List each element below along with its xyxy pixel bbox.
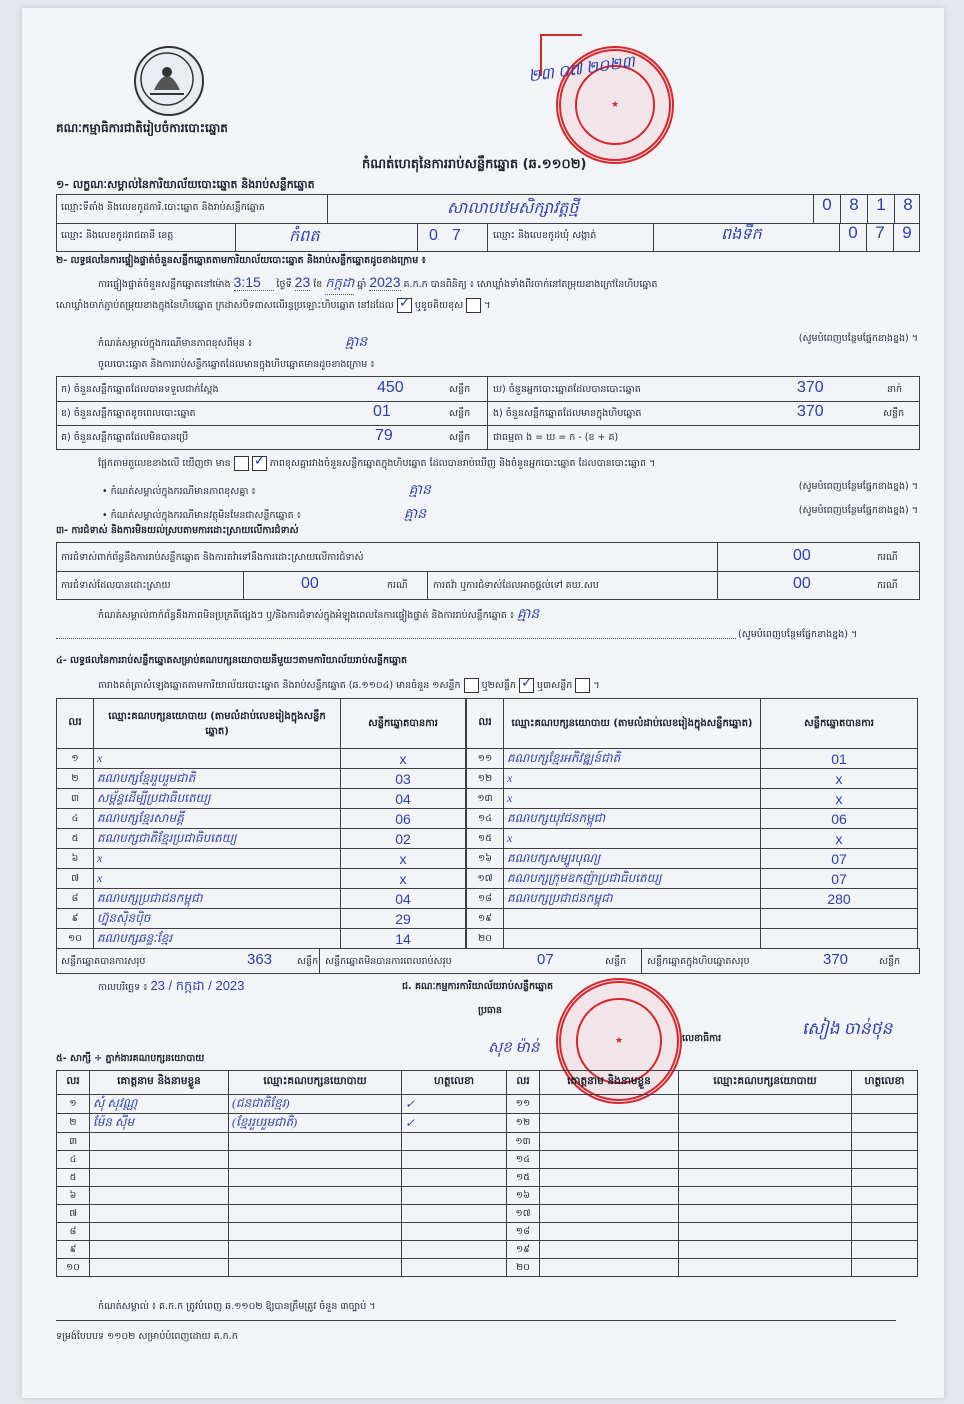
office-code-digit: 8 (894, 195, 921, 223)
witness-row-number: ១៦ (516, 1189, 530, 1201)
count-row-label: ខ) ចំនួនសន្លឹកឆ្នោតខូចពេលបោះឆ្នោត (61, 408, 196, 419)
witness-row-number: ១៧ (515, 1207, 531, 1219)
witness-row-number: ៥ (69, 1171, 77, 1183)
office-code-digit: 8 (840, 195, 867, 223)
witness-name: សុំ សុវណ្ណ (93, 1096, 138, 1110)
witness-row (57, 1169, 918, 1187)
count-row-label: ង) ចំនួនសន្លឹកឆ្នោតដែលមានក្នុងហិបឆ្នោត (493, 408, 642, 419)
witness-col-name: គោត្តនាម និងនាមខ្លួន (90, 1071, 229, 1095)
result-party-name: x (97, 751, 103, 765)
result-party-name: គណបក្សក្រុមឧកញ៉ាប្រជាធិបតេយ្យ (507, 870, 662, 885)
result-vote-count: 06 (831, 810, 847, 827)
result-row (467, 829, 918, 849)
secretary-label: លេខាធិការ (682, 1033, 722, 1044)
witness-party (679, 1169, 852, 1187)
result-vote-count: 04 (395, 790, 411, 807)
result-party-name: គណបក្សខ្មែរអភិវឌ្ឍន៍ជាតិ (507, 750, 621, 765)
total-invalid-value: 07 (537, 951, 554, 968)
result-row (57, 769, 466, 789)
result-row (467, 929, 918, 949)
commune-code (839, 223, 920, 251)
result-vote-count: 02 (395, 830, 411, 847)
complaint-row2b-value: 00 (793, 575, 811, 592)
col-party-header: ឈ្មោះគណបក្សនយោបាយ (តាមលំដាប់លេខរៀងក្នុងសន្លឹកឆ្នោត) (94, 699, 341, 749)
witness-signature (852, 1169, 918, 1187)
witness-signature (852, 1223, 918, 1241)
witness-row (57, 1205, 918, 1223)
witness-party (679, 1223, 852, 1241)
witness-row (57, 1187, 918, 1205)
result-row (467, 869, 918, 889)
result-row (467, 769, 918, 789)
witness-signature (852, 1133, 918, 1151)
result-row (57, 869, 466, 889)
witness-row-number: ៩ (69, 1243, 77, 1255)
total-box-label: សន្លឹកឆ្នោតក្នុងហិបឆ្នោតសរុប (647, 956, 750, 967)
witness-name (540, 1114, 679, 1133)
office-code-digit: 0 (813, 195, 840, 223)
result-row (467, 909, 918, 929)
witness-signature: ✓ (405, 1096, 416, 1111)
witness-signature (852, 1114, 918, 1133)
witness-name: ម៉ែន ស៊ីម (93, 1115, 135, 1129)
witness-party (679, 1259, 852, 1277)
result-row-number: ៨ (71, 892, 79, 904)
result-vote-count: 01 (831, 750, 847, 767)
complaint-row1-label: ការជំទាស់ពាក់ព័ន្ធនឹងការរាប់សន្លឹកឆ្នោត និងការតវ៉ាទៅនឹងការដោះស្រាយលើការជំទាស់ (61, 552, 364, 563)
irregularity-fill-hint: (សូមបំពេញបន្ថែមផ្នែកខាងខ្នង) ។ (738, 629, 858, 640)
witness-signature: ✓ (405, 1115, 416, 1130)
result-row (57, 749, 466, 769)
witness-signature (852, 1151, 918, 1169)
bullet2-value: គ្មាន (403, 507, 427, 522)
witness-name (540, 1151, 679, 1169)
witness-row-number: ៦ (69, 1189, 77, 1201)
result-vote-count: 14 (395, 930, 411, 947)
section1-box (56, 194, 920, 252)
result-row (57, 909, 466, 929)
footer-note: កំណត់សម្គាល់ ៖ គ.ក.ក ត្រូវបំពេញ ឆ.១១០២ ឱ្យបានត្រឹមត្រូវ ចំនួន ៣ច្បាប់ ។ (98, 1301, 376, 1312)
witness-row (57, 1133, 918, 1151)
witness-name (540, 1205, 679, 1223)
result-row (57, 809, 466, 829)
result-row-number: ៥ (71, 832, 79, 844)
stamp-emblem-icon: ★ (610, 100, 620, 110)
result-party-name: គណបក្សសម្បូរបុណ្យ (507, 850, 601, 865)
result-row-number: ១០ (68, 932, 82, 944)
result-vote-count: 03 (395, 770, 411, 787)
witness-name (540, 1241, 679, 1259)
witness-party (679, 1187, 852, 1205)
witness-name (540, 1187, 679, 1205)
commune-code-digit: 7 (866, 223, 893, 251)
complaint-row2b-label: ការតវ៉ា ឬការជំទាស់ដែលអាចផ្តល់ទៅ គឃ.សប (433, 580, 599, 591)
result-row-number: ៧ (71, 872, 79, 884)
witness-row-number: ៧ (69, 1207, 77, 1219)
witness-party (679, 1241, 852, 1259)
no-difference-checkbox[interactable] (252, 456, 267, 471)
office-label: ឈ្មោះទីតាំង និងលេខកូដការិ.បោះឆ្នោត និងរាប់សន្លឹកឆ្នោត (61, 202, 265, 213)
result-row (467, 849, 918, 869)
count-row-value: 01 (373, 403, 391, 420)
result-row-number: ២០ (478, 932, 492, 944)
result-row (467, 789, 918, 809)
result-row (57, 789, 466, 809)
result-row-number: ៣ (70, 792, 80, 804)
form-page (22, 8, 944, 1398)
witness-row (57, 1114, 918, 1133)
witness-table (56, 1070, 918, 1277)
witness-row-number: ១៣ (515, 1135, 531, 1147)
result-row (57, 829, 466, 849)
result-row-number: ១៦ (478, 852, 492, 864)
president-label: ប្រធាន (478, 1005, 502, 1016)
section2-title: ២- លទ្ធផលនៃការផ្ទៀងផ្ទាត់ចំនួនសន្លឹកឆ្នោតតាមការិយាល័យបោះឆ្នោត និងរាប់សន្លឹកឆ្នោតដូចខាងក្រោម ៖ (56, 255, 426, 266)
emblem-icon (136, 48, 198, 110)
section1-title: ១- លក្ខណៈសម្គាល់នៃការិយាល័យបោះឆ្នោត និងរាប់សន្លឹកឆ្នោត (56, 178, 315, 191)
result-party-name: សម្ព័ន្ធដើម្បីប្រជាធិបតេយ្យ (97, 790, 211, 805)
witness-col-no: លរ (507, 1071, 540, 1095)
col-no-header: លរ (57, 699, 94, 749)
col-votes-header: សន្លឹកឆ្នោតបានការ (761, 699, 918, 749)
witness-signature (852, 1205, 918, 1223)
result-row-number: ១៩ (478, 912, 492, 924)
complaint-row1-value: 00 (793, 547, 811, 564)
emblem-logo (134, 46, 204, 116)
witness-party (679, 1151, 852, 1169)
witness-col-no: លរ (57, 1071, 90, 1095)
witness-row-number: ១១ (515, 1098, 531, 1109)
witness-row-number: ៣ (68, 1135, 78, 1147)
witness-name (540, 1223, 679, 1241)
form-footer: ទម្រង់បែបបទ ១១០២ សម្រាប់បំពេញដោយ គ.ក.ក (56, 1331, 238, 1342)
witness-signature (852, 1187, 918, 1205)
witness-name (540, 1259, 679, 1277)
two-sheets-checkbox[interactable] (519, 678, 534, 693)
result-row-number: ១៧ (477, 872, 493, 884)
witness-row-number: ១៥ (516, 1171, 530, 1183)
committee-label: ជ. គណៈកម្មការការិយាល័យរាប់សន្លឹកឆ្នោត (402, 981, 554, 992)
totals-row: សន្លឹកឆ្នោតបានការសរុប 363 សន្លឹក សន្លឹកឆ្នោតមិនបានការពេលរាប់សរុប 07 សន្លឹក សន្លឹកឆ្នោតក្នុងហិបឆ្នោតសរុប 370 សន្លឹក (56, 948, 920, 974)
province-label: ឈ្មោះ និងលេខកូដរាជធានី ខេត្ត (61, 230, 174, 241)
irregularity-remark: កំណត់សម្គាល់ពាក់ព័ន្ធនឹងភាពមិនប្រក្រតីផ្សេងៗ ឬ/និងការជំទាស់ក្នុងអំឡុងពេលនៃការផ្ទៀងផ្ទាត់ និងការរាប់សន្លឹកឆ្នោត ៖ គ្មាន (98, 607, 540, 622)
date-value: 23 / កក្កដា / 2023 (150, 978, 245, 993)
result-row-number: ១៥ (478, 832, 492, 844)
witness-row-number: ២០ (516, 1261, 530, 1273)
witness-row (57, 1259, 918, 1277)
result-row (467, 749, 918, 769)
result-row-number: ៦ (71, 852, 79, 864)
witness-party: (ខ្មែររួបរួមជាតិ) (232, 1115, 298, 1129)
col-no-header: លរ (467, 699, 504, 749)
total-valid-label: សន្លឹកឆ្នោតបានការសរុប (61, 956, 146, 967)
result-vote-count: 280 (827, 890, 851, 907)
has-difference-checkbox[interactable] (234, 456, 249, 471)
col-votes-header: សន្លឹកឆ្នោតបានការ (341, 699, 466, 749)
count-row-value: 370 (797, 379, 824, 396)
result-party-name: x (507, 831, 513, 845)
verify-month: កក្កដា (325, 275, 354, 295)
result-row-number: ១៣ (477, 792, 493, 804)
match-line: ផ្អែកតាមតួលេខខាងលើ ឃើញថា មាន ✓ ភាពខុសគ្នារវាងចំនួនសន្លឹកឆ្នោតក្នុងហិបឆ្នោត ដែលបានរាប់ឃើញ និងចំនួនអ្នកបោះឆ្នោត ដែលបានបោះឆ្នោត ។ (98, 456, 928, 471)
result-vote-count: x (399, 850, 407, 867)
intact-checkbox[interactable] (397, 298, 412, 313)
bullet1: • កំណត់សម្គាល់ក្នុងករណីមានភាពខុសគ្នា ៖ គ្មាន (សូមបំពេញបន្ថែមផ្នែកខាងខ្នង) ។ (102, 481, 918, 498)
witness-party (679, 1133, 852, 1151)
province-value: កំពត (289, 228, 320, 245)
result-row-number: ២ (71, 772, 79, 784)
stamp-bracket (540, 34, 582, 76)
total-valid-value: 363 (247, 951, 273, 968)
witness-party (679, 1114, 852, 1133)
witness-row (57, 1223, 918, 1241)
verify-day: 23 (294, 274, 311, 290)
result-party-name: គណបក្សប្រជាជនកម្ពុជា (507, 890, 613, 905)
witness-name (540, 1095, 679, 1114)
irregularity-remark-value: គ្មាន (517, 607, 540, 622)
result-party-name: ហ្វ៊ុនស៊ិនប៉ិច (97, 910, 151, 925)
seal-remark-value: គ្មាន (345, 335, 368, 350)
result-party-name: គណបក្សប្រជាជនកម្ពុជា (97, 890, 203, 905)
witness-party: (ជនជាតិខ្មែរ) (232, 1096, 290, 1110)
result-party-name: គណបក្សឆន្ទៈខ្មែរ (97, 930, 173, 945)
result-row (467, 809, 918, 829)
result-vote-count: 07 (831, 870, 847, 887)
witness-row-number: ១ (69, 1098, 77, 1109)
result-row (467, 889, 918, 909)
result-row (57, 929, 466, 949)
witness-col-sign: ហត្ថលេខា (852, 1071, 918, 1095)
witness-signature (852, 1241, 918, 1259)
complaints-table: ការជំទាស់ពាក់ព័ន្ធនឹងការរាប់សន្លឹកឆ្នោត និងការតវ៉ាទៅនឹងការដោះស្រាយលើការជំទាស់ 00 ករណី ការជំទាស់ដែលបានដោះស្រាយ 00 ករណី ការតវ៉ា ឬការជំទាស់ដែលអាចផ្តល់ទៅ គឃ.សប 00 ករណី (56, 542, 920, 600)
one-sheet-checkbox[interactable] (464, 678, 479, 693)
result-vote-count: 07 (831, 850, 847, 867)
witness-row-number: ៨ (69, 1225, 77, 1237)
count-formula: ជាធម្មតា ង = ឃ = ក - (ខ + គ) (493, 432, 619, 443)
office-code (813, 195, 921, 223)
witness-name (540, 1133, 679, 1151)
count-row-value: 450 (377, 379, 404, 396)
total-box-value: 370 (823, 951, 849, 968)
witness-col-sign: ហត្ថលេខា (402, 1071, 507, 1095)
count-row-value: 370 (797, 403, 824, 420)
witness-row-number: ១៤ (516, 1153, 530, 1165)
witness-party (679, 1095, 852, 1114)
verify-time: 3:15 (234, 274, 274, 291)
witness-party (679, 1205, 852, 1223)
witness-col-party: ឈ្មោះគណបក្សនយោបាយ (679, 1071, 852, 1095)
damaged-checkbox[interactable] (466, 298, 481, 313)
verification-line2: សោឃ្លាំងចាក់ភ្ជាប់តម្រុយខាងក្នុងនៃហិបឆ្នោត ក្រដាសបិទពាសលើរន្ធប្រឡោះហិបឆ្នោត នៅដដែល ✓ ឬខូចគិយខុស ។ (56, 298, 490, 313)
section5-title: ៥- សាក្សី ÷ ភ្នាក់ងារគណបក្សនយោបាយ (56, 1053, 205, 1064)
witness-name (540, 1169, 679, 1187)
total-invalid-label: សន្លឹកឆ្នោតមិនបានការពេលរាប់សរុប (325, 956, 452, 967)
result-row-number: ១២ (477, 772, 493, 784)
result-row-number: ១១ (477, 752, 493, 764)
result-vote-count: 29 (395, 910, 411, 927)
result-party-name: x (507, 771, 513, 785)
result-party-name: x (97, 851, 103, 865)
count-row-value: 79 (375, 427, 393, 444)
result-row-number: ១៤ (478, 812, 492, 824)
result-row (57, 849, 466, 869)
result-vote-count: x (835, 770, 843, 787)
complaint-row2-label: ការជំទាស់ដែលបានដោះស្រាយ (61, 580, 171, 591)
result-vote-count: 06 (395, 810, 411, 827)
section4-intro: តារាងគត់ត្រាសំឡេងឆ្នោតតាមការិយាល័យបោះឆ្នោត និងរាប់សន្លឹកឆ្នោត (ឆ.១១០៤) មានចំនួន ១សន្លឹក ឬ២សន្លឹក ✓ ឬ៣សន្លឹក ។ (98, 678, 600, 693)
result-vote-count: x (835, 790, 843, 807)
result-party-name: គណបក្សជាតិខ្មែរប្រជាធិបតេយ្យ (97, 830, 237, 845)
stamp-handwritten-date: ២៣ ០៧ ២០២៣ (527, 53, 637, 86)
office-value: សាលាបឋមសិក្សាវត្តថ្មី (447, 200, 579, 217)
verification-paragraph: ការផ្ទៀងផ្ទាត់ចំនួនសន្លឹកឆ្នោតនៅម៉ោង 3:15 ថ្ងៃទី 23 ខែ កក្កដា ឆ្នាំ 2023 គ.ក.ក បានពិនិត្យ ៖ សោឃ្លាំងទាំងពីរចាក់នៅតម្រុយខាងក្រៅនៃហិបឆ្នោត (98, 274, 928, 295)
witness-row-number: ៤ (69, 1153, 77, 1165)
result-party-name: គណបក្សខ្មែររួបរួមជាតិ (97, 770, 196, 785)
result-row-number: ៩ (71, 912, 79, 924)
section4-title: ៤- លទ្ធផលនៃការរាប់សន្លឹកឆ្នោតសម្រាប់គណបក្សនយោបាយនីមួយៗតាមការិយាល័យរាប់សន្លឹកឆ្នោត (56, 655, 408, 666)
count-row-label: គ) ចំនួនសន្លឹកឆ្នោតដែលមិនបានប្រើ (61, 432, 189, 443)
province-code: 07 (429, 227, 475, 244)
result-row-number: ១ (71, 752, 79, 764)
witness-row-number: ១២ (515, 1117, 531, 1128)
office-code-digit: 1 (867, 195, 894, 223)
witness-row (57, 1241, 918, 1259)
witness-row (57, 1151, 918, 1169)
org-name: គណៈកម្មាធិការជាតិរៀបចំការបោះឆ្នោត (56, 121, 228, 135)
result-party-name: គណបក្សខ្មែរសាមគ្គី (97, 810, 184, 825)
bullet2: • កំណត់សម្គាល់ក្នុងករណីមានវត្ថុមិនមែនជាសន្លឹកឆ្នោត ៖ គ្មាន (សូមបំពេញបន្ថែមផ្នែកខាងខ្នង) ។ (102, 505, 918, 522)
witness-row-number: ១៩ (516, 1243, 530, 1255)
result-row-number: ៤ (71, 812, 79, 824)
result-row (57, 889, 466, 909)
bullet1-value: គ្មាន (408, 483, 431, 498)
count-table: ក) ចំនួនសន្លឹកឆ្នោតដែលបានទទួលជាក់ស្តែង 450 សន្លឹក ខ) ចំនួនសន្លឹកឆ្នោតខូចពេលបោះឆ្នោត 01 សន្លឹក គ) ចំនួនសន្លឹកឆ្នោតដែលមិនបានប្រើ 79 សន្លឹក ឃ) ចំនួនអ្នកបោះឆ្នោតដែលបានបោះឆ្នោត 370 នាក់ ង) ចំនួនសន្លឹកឆ្នោតដែលមានក្នុងហិបឆ្នោត 370 សន្លឹក ជាធម្មតា ង = ឃ = ក - (ខ + គ) (56, 376, 920, 450)
witness-row-number: ២ (69, 1117, 77, 1128)
results-table-right (466, 698, 918, 949)
date-line: កាលបរិច្ឆេទ ៖ 23 / កក្កដា / 2023 (98, 978, 245, 993)
commune-value: ពងទឹក (721, 226, 762, 243)
result-row-number: ១៨ (478, 892, 492, 904)
result-vote-count: x (399, 870, 407, 887)
count-intro: ចូលបោះឆ្នោត និងការរាប់សន្លឹកឆ្នោតដែលមានក្នុងហិបឆ្នោតមានដូចខាងក្រោម ៖ (98, 359, 375, 370)
result-party-name: គណបក្សយុវជនកម្ពុជា (507, 810, 606, 825)
stamp-emblem-icon: ★ (614, 1036, 624, 1046)
witness-row-number: ១០ (66, 1261, 80, 1273)
result-vote-count: x (835, 830, 843, 847)
count-row-label: ឃ) ចំនួនអ្នកបោះឆ្នោតដែលបានបោះឆ្នោត (493, 384, 641, 395)
section3-title: ៣- ការជំទាស់ និងការមិនយល់ស្របតាមការដោះស្រាយលើការជំទាស់ (56, 525, 299, 536)
result-party-name: x (507, 791, 513, 805)
witness-col-party: ឈ្មោះគណបក្សនយោបាយ (229, 1071, 402, 1095)
col-party-header: ឈ្មោះគណបក្សនយោបាយ (តាមលំដាប់លេខរៀងក្នុងសន្លឹកឆ្នោត) (504, 699, 761, 749)
commune-label: ឈ្មោះ និងលេខកូដឃុំ សង្កាត់ (493, 230, 597, 241)
witness-row-number: ១៨ (516, 1225, 530, 1237)
commune-code-digit: 9 (893, 223, 920, 251)
witness-row (57, 1095, 918, 1114)
result-vote-count: x (399, 750, 407, 767)
count-row-label: ក) ចំនួនសន្លឹកឆ្នោតដែលបានទទួលជាក់ស្តែង (61, 384, 219, 395)
three-sheets-checkbox[interactable] (575, 678, 590, 693)
results-table-left (56, 698, 466, 949)
secretary-signature: សៀង ចាន់ថុន (802, 1019, 893, 1038)
seal-remark-line: កំណត់សម្គាល់ក្នុងករណីមានភាពខុសពីមុន ៖ គ្មាន (សូមបំពេញបន្ថែមផ្នែកខាងខ្នង) ។ (98, 333, 918, 350)
result-party-name: x (97, 871, 103, 885)
witness-signature (852, 1095, 918, 1114)
commune-code-digit: 0 (839, 223, 866, 251)
complaint-row2-value: 00 (301, 575, 319, 592)
president-signature: សុខ ម៉ាន់ (488, 1040, 540, 1056)
witness-signature (852, 1259, 918, 1277)
form-title: កំណត់ហេតុនៃការរាប់សន្លឹកឆ្នោត (ឆ.១១០២) (362, 157, 587, 172)
result-vote-count: 04 (395, 890, 411, 907)
witness-col-name: គោត្តនាម និងនាមខ្លួន (540, 1071, 679, 1095)
verify-year: 2023 (369, 274, 401, 290)
